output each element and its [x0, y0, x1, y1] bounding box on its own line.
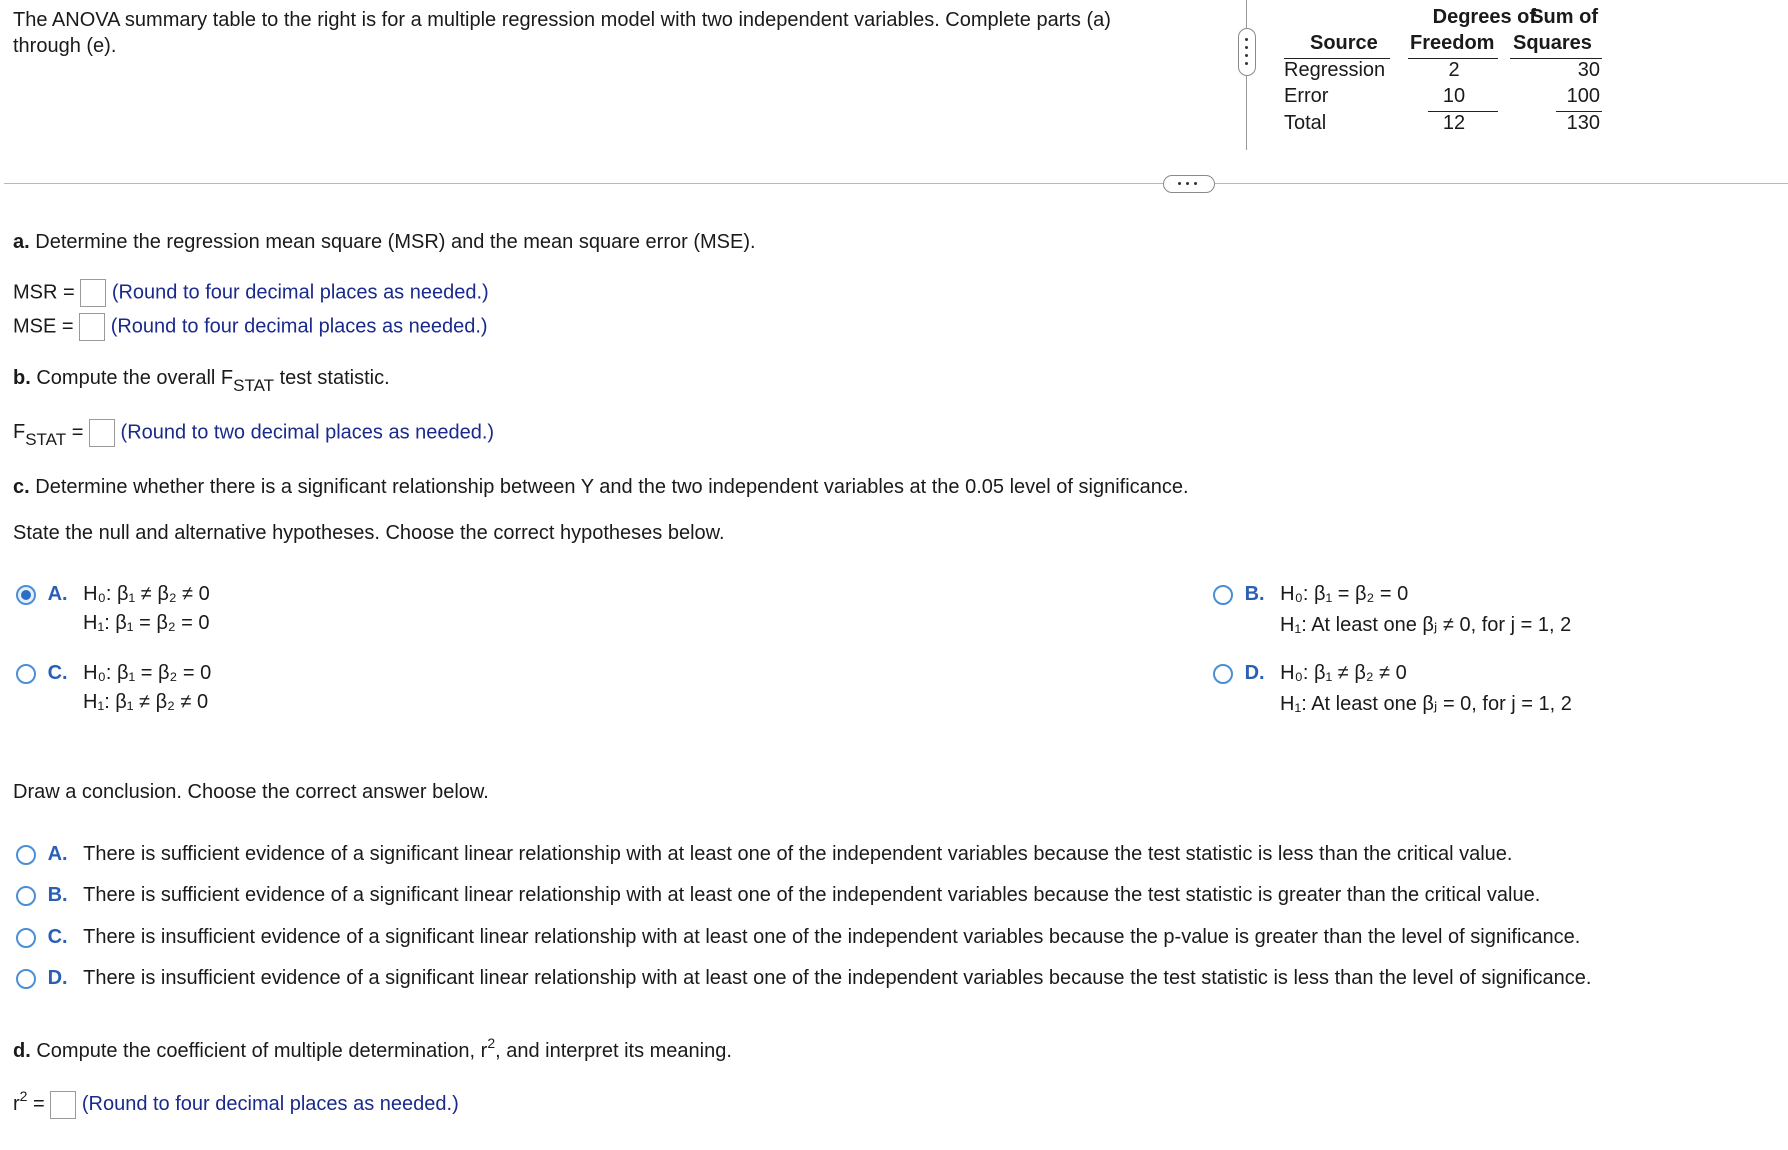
row-dof: 10	[1442, 85, 1466, 107]
fstat-round-note: (Round to two decimal places as needed.)	[120, 421, 495, 444]
radio-button[interactable]	[16, 664, 36, 684]
fstat-label: $F_{STAT}$	[13, 421, 67, 450]
msr-label: MSR =	[13, 281, 75, 304]
header-dof: Freedom	[1410, 32, 1495, 54]
row-source: Regression	[1284, 59, 1386, 81]
hypothesis-option-c[interactable]: C. H₀: β₁ = β₂ = 0 H₁: β₁ ≠ β₂ ≠ 0	[16, 662, 211, 714]
mse-row	[13, 313, 488, 341]
part-d-question: d. Compute the coefficient of multiple determination, $r^2$, and interpret its meaning.	[13, 1035, 732, 1062]
radio-button[interactable]	[16, 886, 36, 906]
conclusion-option-c[interactable]: C. There is insufficient evidence of a significant linear relationship with at least one of the independent variables because the p-value is greater than the level of significance.	[16, 926, 1580, 949]
header-ss: Squares	[1513, 32, 1592, 54]
horizontal-splitter-handle[interactable]	[1163, 175, 1215, 193]
radio-button[interactable]	[16, 969, 36, 989]
row-dof: 12	[1442, 112, 1466, 134]
row-dof: 2	[1448, 59, 1460, 81]
header-dof-top: Degrees of	[1432, 6, 1536, 28]
hypotheses-prompt: State the null and alternative hypotheses. Choose the correct hypotheses below.	[13, 522, 725, 544]
horizontal-splitter[interactable]	[4, 183, 1788, 184]
radio-button[interactable]	[1213, 664, 1233, 684]
radio-button-selected[interactable]	[16, 585, 36, 605]
row-ss: 130	[1566, 112, 1600, 134]
fstat-row: $F_{STAT}$ = (Round to two decimal places as needed.)	[13, 419, 494, 450]
mse-input[interactable]	[79, 313, 105, 341]
conclusion-option-a[interactable]: A. There is sufficient evidence of a significant linear relationship with at least one of the independent variables because the test statistic is less than the critical value.	[16, 843, 1512, 866]
radio-button[interactable]	[16, 845, 36, 865]
r-squared-row: $r^2$ = (Round to four decimal places as needed.)	[13, 1088, 459, 1119]
header-source: Source	[1310, 32, 1378, 54]
radio-button[interactable]	[16, 928, 36, 948]
mse-label: MSE =	[13, 315, 74, 338]
part-c-question: c. Determine whether there is a significant relationship between Y and the two independent variables at the 0.05 level of significance.	[13, 476, 1189, 498]
hypothesis-option-a[interactable]: A. H₀: β₁ ≠ β₂ ≠ 0 H₁: β₁ = β₂ = 0	[16, 583, 210, 635]
conclusion-option-d[interactable]: D. There is insufficient evidence of a significant linear relationship with at least one of the independent variables because the test statistic is less than the level of significance.	[16, 967, 1591, 990]
msr-round-note: (Round to four decimal places as needed.)	[111, 281, 489, 304]
r-squared-round-note: (Round to four decimal places as needed.)	[81, 1093, 459, 1115]
r-squared-input[interactable]	[50, 1091, 76, 1119]
row-ss: 30	[1577, 59, 1600, 81]
row-source: Error	[1284, 85, 1329, 107]
mse-round-note: (Round to four decimal places as needed.)	[110, 315, 488, 338]
hypothesis-option-d[interactable]: D. H₀: β₁ ≠ β₂ ≠ 0 H₁: At least one βⱼ = 0, for j = 1, 2	[1213, 662, 1572, 716]
radio-button[interactable]	[1213, 585, 1233, 605]
part-b-question: b. Compute the overall $F_{STAT}$ test statistic.	[13, 367, 390, 395]
r-squared-label: $r^2$	[13, 1088, 28, 1115]
conclusion-prompt: Draw a conclusion. Choose the correct answer below.	[13, 781, 489, 803]
fstat-input[interactable]	[89, 419, 115, 447]
msr-input[interactable]	[80, 279, 106, 307]
conclusion-option-b[interactable]: B. There is sufficient evidence of a significant linear relationship with at least one of the independent variables because the test statistic is greater than the critical value.	[16, 884, 1540, 907]
msr-row	[13, 279, 489, 307]
vertical-splitter-handle[interactable]	[1238, 28, 1256, 76]
part-a-question: a. Determine the regression mean square (MSR) and the mean square error (MSE).	[13, 231, 756, 253]
header-ss-top: Sum of	[1530, 6, 1598, 28]
hypothesis-option-b[interactable]: B. H₀: β₁ = β₂ = 0 H₁: At least one βⱼ ≠ 0, for j = 1, 2	[1213, 583, 1571, 637]
intro-text: The ANOVA summary table to the right is for a multiple regression model with two independent variables. Complete parts (a) through (e).	[13, 9, 1111, 57]
row-source: Total	[1284, 112, 1327, 134]
row-ss: 100	[1566, 85, 1600, 107]
